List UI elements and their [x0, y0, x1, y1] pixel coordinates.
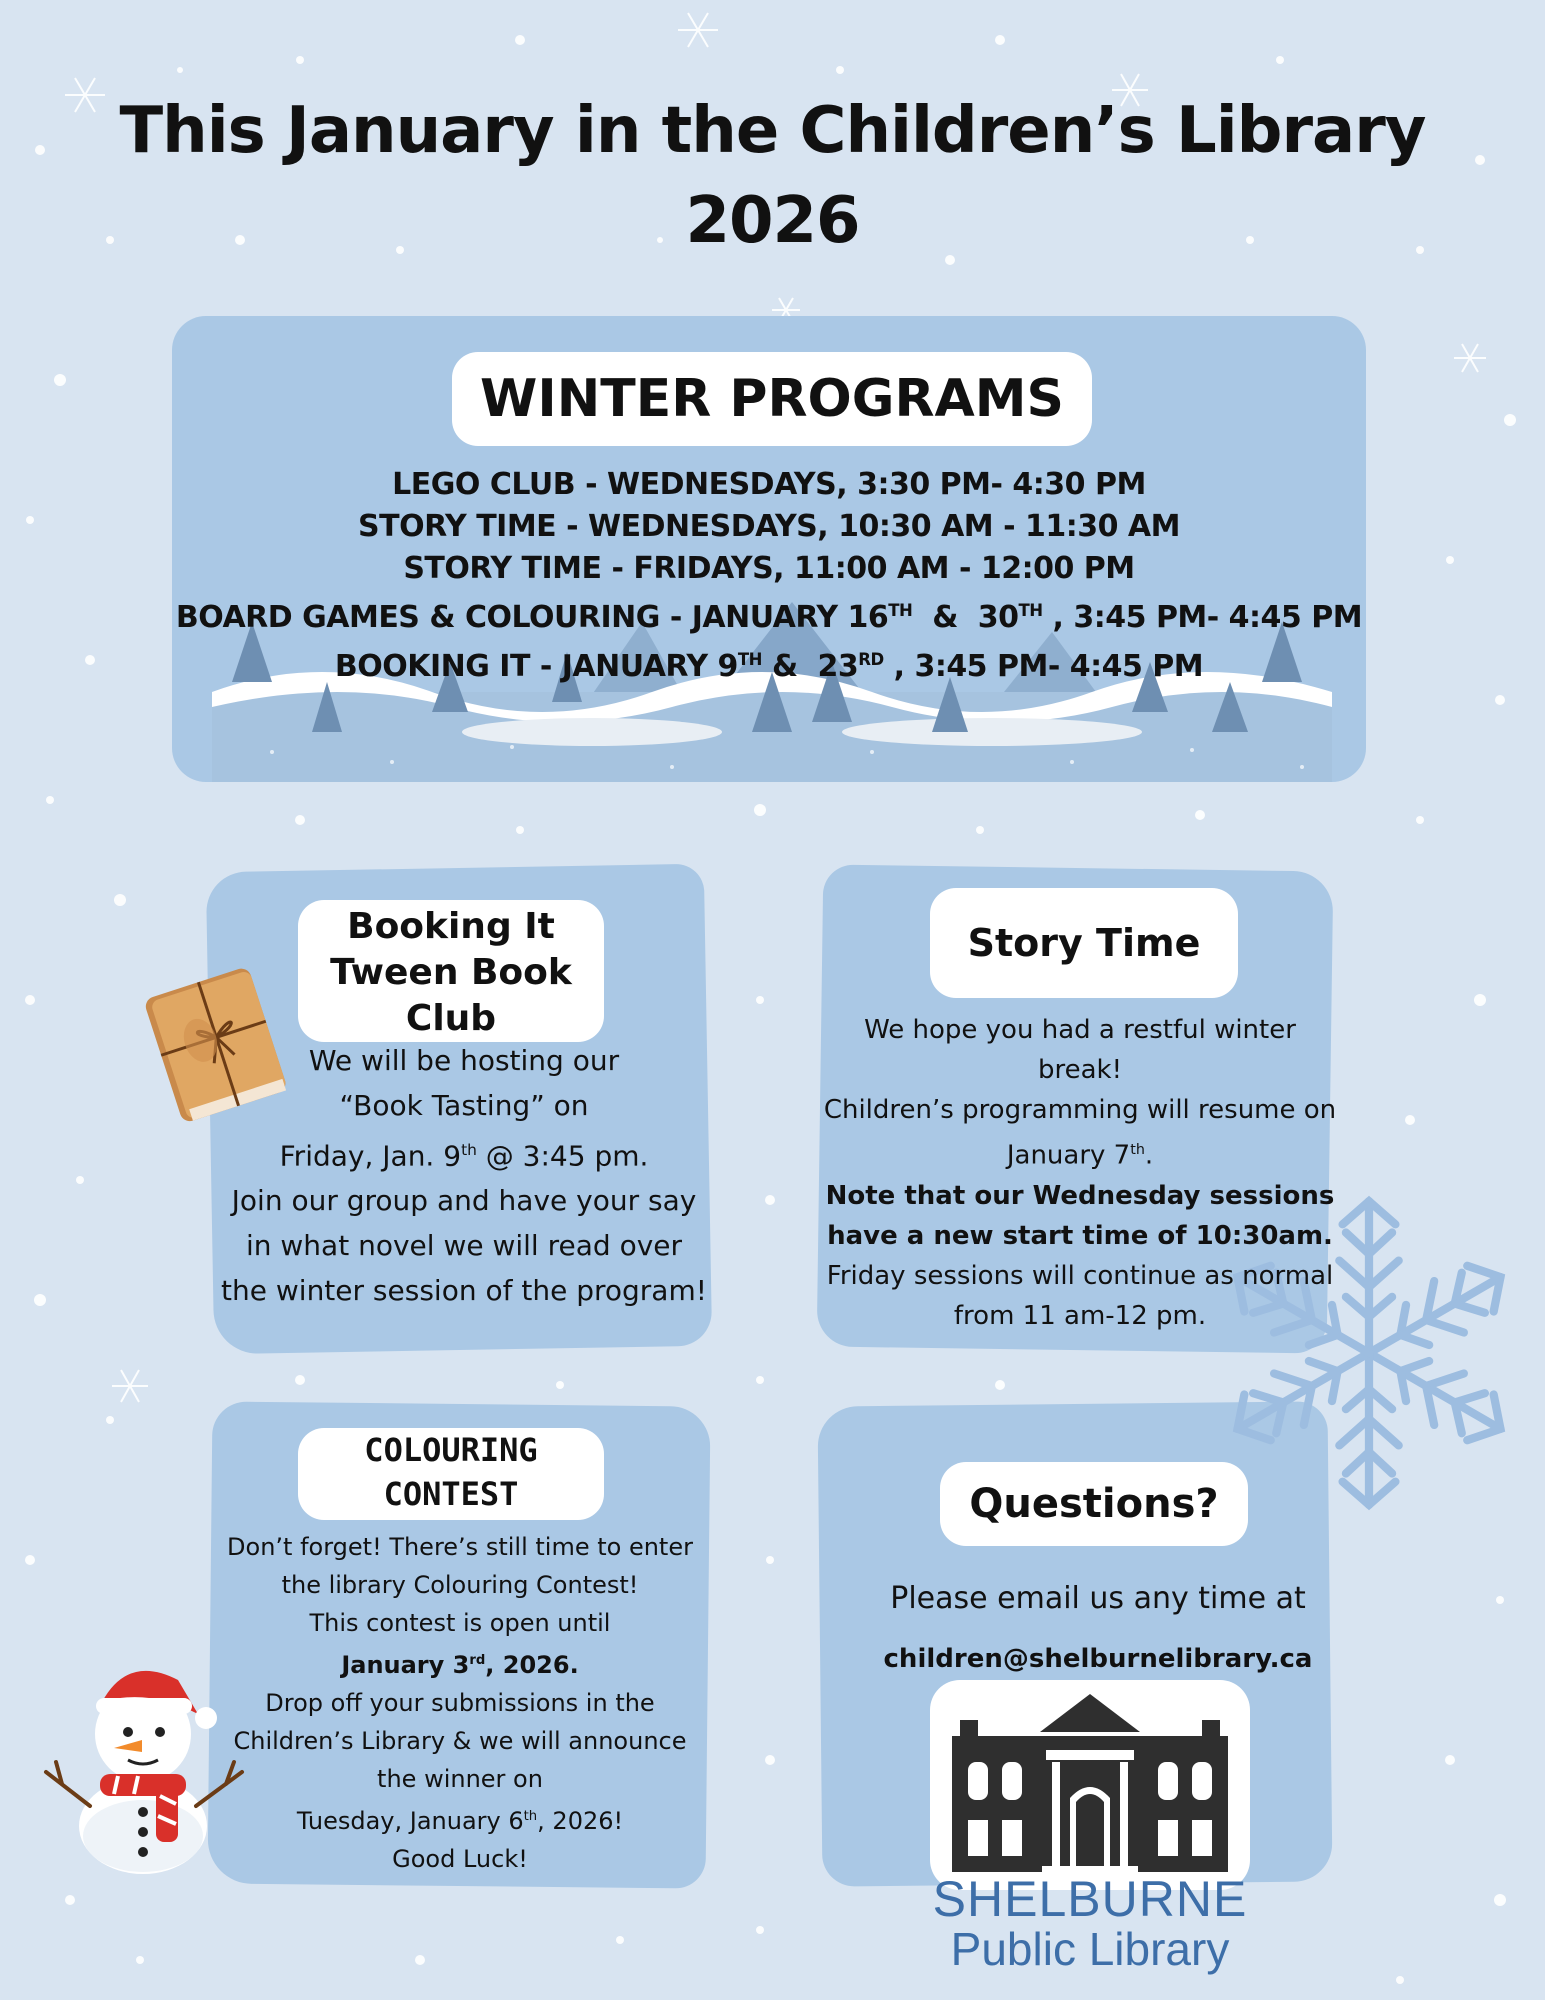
- library-name-subtitle: Public Library: [950, 1923, 1230, 1975]
- questions-text: Please email us any time at: [890, 1581, 1306, 1616]
- program-item-story-time-wednesdays: STORY TIME - WEDNESDAYS, 10:30 AM - 11:30 AM: [358, 509, 1180, 544]
- colouring-contest-description: Don’t forget! There’s still time to enter the library Colouring Contest! This contest is open until January 3rd, 2026. Drop off your submissions in the Children’s Library & we will announce the winner on Tuesday, January 6th, 2026! Good Luck!: [227, 1533, 693, 1873]
- snowman-icon: [38, 1636, 248, 1876]
- page-title-year: 2026: [685, 184, 860, 258]
- contact-email-link[interactable]: children@shelburnelibrary.ca: [883, 1644, 1313, 1674]
- program-item-story-time-fridays: STORY TIME - FRIDAYS, 11:00 AM - 12:00 PM: [403, 551, 1135, 586]
- winter-programs-heading: WINTER PROGRAMS: [452, 352, 1092, 446]
- program-item-lego-club: LEGO CLUB - WEDNESDAYS, 3:30 PM- 4:30 PM: [392, 467, 1146, 502]
- story-time-heading: Story Time: [930, 888, 1238, 998]
- programs-schedule-list: [172, 464, 1366, 688]
- library-name: SHELBURNE: [932, 1871, 1248, 1927]
- story-time-description: We hope you had a restful winter break! Children’s programming will resume on January 7th. Note that our Wednesday sessions have a new start time of 10:30am. Friday sessions will continue as normal from 11 am-12 pm.: [823, 1015, 1337, 1331]
- colouring-contest-heading: COLOURING CONTEST: [298, 1428, 604, 1520]
- program-item-booking-it: BOOKING IT - JANUARY 9TH & 23RD , 3:45 PM- 4:45 PM: [334, 649, 1204, 684]
- booking-it-heading: Booking It Tween Book Club: [298, 900, 604, 1042]
- page-title: This January in the Children’s Library: [119, 94, 1426, 168]
- library-building-logo: [930, 1680, 1250, 1890]
- questions-heading: Questions?: [940, 1462, 1248, 1546]
- winter-programs-panel: [172, 316, 1366, 782]
- program-item-board-games: BOARD GAMES & COLOURING - JANUARY 16TH & 30TH , 3:45 PM- 4:45 PM: [175, 600, 1363, 635]
- booking-it-description: We will be hosting our “Book Tasting” on Friday, Jan. 9th @ 3:45 pm. Join our group and have your say in what novel we will read over the winter session of the program!: [221, 1044, 707, 1308]
